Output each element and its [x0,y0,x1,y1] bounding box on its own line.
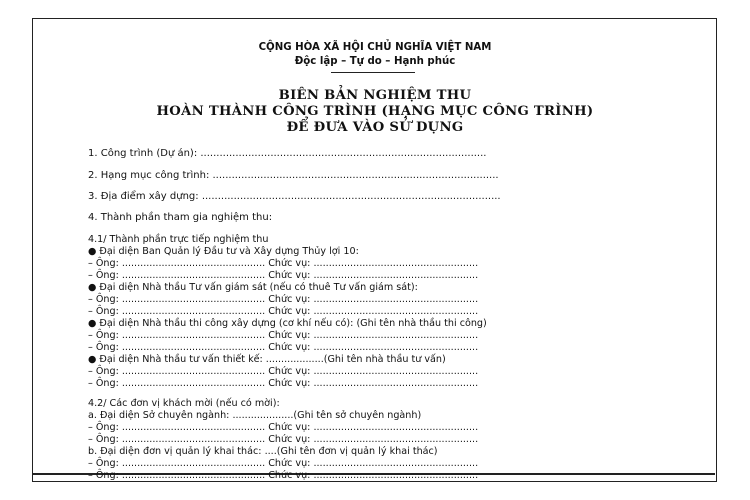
section-4-2-heading: 4.2/ Các đơn vị khách mời (nếu có mời): [88,398,280,409]
person-line: – Ông: ............................................... Chức vụ: ...................................................... [88,458,479,469]
doc-title-line1: BIÊN BẢN NGHIỆM THU [278,88,472,103]
person-line: – Ông: ............................................... Chức vụ: ...................................................... [88,434,479,445]
field-participants: 4. Thành phần tham gia nghiệm thu: [88,212,273,223]
doc-title-line3: ĐỂ ĐƯA VÀO SỬ DỤNG [286,120,464,135]
person-line: – Ông: ............................................... Chức vụ: ...................................................... [88,258,479,269]
field-location: 3. Địa điểm xây dựng: .............................................................................................. [88,191,501,202]
person-line: – Ông: ............................................... Chức vụ: ...................................................... [88,366,479,377]
person-line: – Ông: ............................................... Chức vụ: ...................................................... [88,306,479,317]
guest-operator: b. Đại diện đơn vị quản lý khai thác: ....(Ghi tên đơn vị quản lý khai thác) [88,446,438,457]
field-project: 1. Công trình (Dự án): .......................................................................................... [88,148,487,159]
person-line: – Ông: ............................................... Chức vụ: ...................................................... [88,270,479,281]
national-motto: Độc lập – Tự do – Hạnh phúc [294,56,456,67]
person-line: – Ông: ............................................... Chức vụ: ...................................................... [88,422,479,433]
guest-department: a. Đại diện Sở chuyên ngành: ....................(Ghi tên sở chuyên ngành) [88,410,422,421]
person-line: – Ông: ............................................... Chức vụ: ...................................................... [88,294,479,305]
section-4-1-heading: 4.1/ Thành phần trực tiếp nghiệm thu [88,234,269,245]
group-supervision: ● Đại diện Nhà thầu Tư vấn giám sát (nếu có thuê Tư vấn giám sát): [88,282,418,293]
person-line: – Ông: ............................................... Chức vụ: ...................................................... [88,378,479,389]
national-header: CỘNG HÒA XÃ HỘI CHỦ NGHĨA VIỆT NAM [258,42,492,53]
group-contractor: ● Đại diện Nhà thầu thi công xây dựng (cơ khí nếu có): (Ghi tên nhà thầu thi công) [88,318,487,329]
person-line: – Ông: ............................................... Chức vụ: ...................................................... [88,330,479,341]
person-line: – Ông: ............................................... Chức vụ: ...................................................... [88,342,479,353]
motto-underline [331,72,415,73]
person-line: – Ông: ............................................... Chức vụ: ...................................................... [88,470,479,481]
group-owner: ● Đại diện Ban Quản lý Đầu tư và Xây dựng Thủy lợi 10: [88,246,359,257]
doc-title-line2: HOÀN THÀNH CÔNG TRÌNH (HẠNG MỤC CÔNG TRÌNH) [156,104,594,119]
field-work-item: 2. Hạng mục công trình: .......................................................................................... [88,170,499,181]
group-design: ● Đại diện Nhà thầu tư vấn thiết kế: ...................(Ghi tên nhà thầu tư vấn) [88,354,446,365]
